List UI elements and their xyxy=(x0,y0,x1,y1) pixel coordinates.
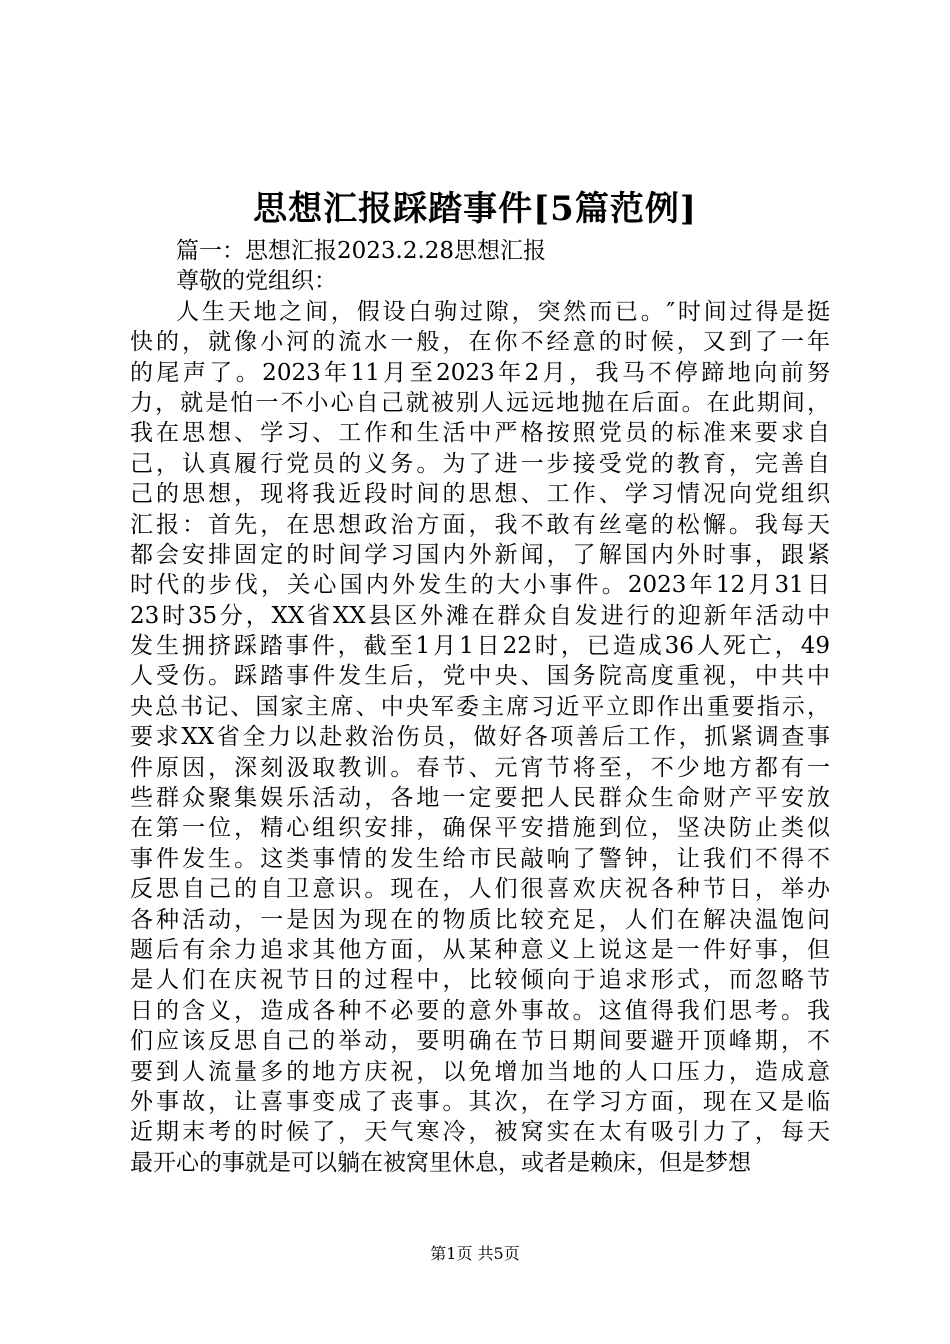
paragraph-line: 都会安排固定的时间学习国内外新闻，了解国内外时事，跟紧 xyxy=(130,541,830,568)
salutation: 尊敬的党组织： xyxy=(176,268,337,295)
paragraph-line: 己的思想，现将我近段时间的思想、工作、学习情况向党组织 xyxy=(130,481,830,508)
paragraph-line: 我在思想、学习、工作和生活中严格按照党员的标准来要求自 xyxy=(130,420,830,447)
document-body xyxy=(130,236,830,1178)
paragraph-line: 题后有余力追求其他方面，从某种意义上说这是一件好事，但 xyxy=(130,936,830,963)
paragraph-line: 们应该反思自己的举动，要明确在节日期间要避开顶峰期，不 xyxy=(130,1028,830,1055)
paragraph-line: 最开心的事就是可以躺在被窝里休息，或者是赖床，但是梦想 xyxy=(130,1149,751,1176)
paragraph-line: 件原因，深刻汲取教训。春节、元宵节将至，不少地方都有一 xyxy=(130,754,830,781)
paragraph-line: 力，就是怕一不小心自己就被别人远远地抛在后面。在此期间， xyxy=(130,389,830,416)
page-footer: 第1页 共5页 xyxy=(430,1244,520,1263)
paragraph-line: 事件发生。这类事情的发生给市民敲响了警钟，让我们不得不 xyxy=(130,845,830,872)
paragraph-line: 外事故，让喜事变成了丧事。其次，在学习方面，现在又是临 xyxy=(130,1088,830,1115)
paragraph-line: 己，认真履行党员的义务。为了进一步接受党的教育，完善自 xyxy=(130,450,830,477)
paragraph-line: 时代的步伐，关心国内外发生的大小事件。2023年12月31日 xyxy=(130,572,830,599)
paragraph-line: 些群众聚集娱乐活动，各地一定要把人民群众生命财产平安放 xyxy=(130,785,830,812)
paragraph-line: 发生拥挤踩踏事件，截至1月1日22时，已造成36人死亡，49 xyxy=(130,633,830,660)
paragraph-line: 23时35分，XX省XX县区外滩在群众自发进行的迎新年活动中 xyxy=(130,602,830,629)
paragraph-line: 日的含义，造成各种不必要的意外事故。这值得我们思考。我 xyxy=(130,997,830,1024)
paragraph-line: 反思自己的自卫意识。现在，人们很喜欢庆祝各种节日，举办 xyxy=(130,876,830,903)
paragraph-line: 是人们在庆祝节日的过程中，比较倾向于追求形式，而忽略节 xyxy=(130,967,830,994)
paragraph-line: 快的，就像小河的流水一般，在你不经意的时候，又到了一年 xyxy=(130,329,830,356)
paragraph-line: 近期末考的时候了，天气寒冷，被窝实在太有吸引力了，每天 xyxy=(130,1119,830,1146)
section-heading: 篇一：思想汇报2023.2.28思想汇报 xyxy=(176,238,547,264)
paragraph-line: 汇报：首先，在思想政治方面，我不敢有丝毫的松懈。我每天 xyxy=(130,511,830,538)
paragraph-line: 在第一位，精心组织安排，确保平安措施到位，坚决防止类似 xyxy=(130,815,830,842)
body-paragraph xyxy=(130,297,830,1178)
paragraph-line: 各种活动，一是因为现在的物质比较充足，人们在解决温饱问 xyxy=(130,906,830,933)
paragraph-line: 要求XX省全力以赴救治伤员，做好各项善后工作，抓紧调查事 xyxy=(130,724,830,751)
paragraph-line: 的尾声了。2023年11月至2023年2月，我马不停蹄地向前努 xyxy=(130,359,830,386)
paragraph-line: 人受伤。踩踏事件发生后，党中央、国务院高度重视，中共中 xyxy=(130,663,830,690)
paragraph-line: 要到人流量多的地方庆祝，以免增加当地的人口压力，造成意 xyxy=(130,1058,830,1085)
document-title: 思想汇报踩踏事件[5篇范例] xyxy=(253,189,697,229)
paragraph-line: 央总书记、国家主席、中央军委主席习近平立即作出重要指示， xyxy=(130,693,830,720)
paragraph-line: 人生天地之间，假设白驹过隙，突然而已。″时间过得是挺 xyxy=(176,298,830,325)
